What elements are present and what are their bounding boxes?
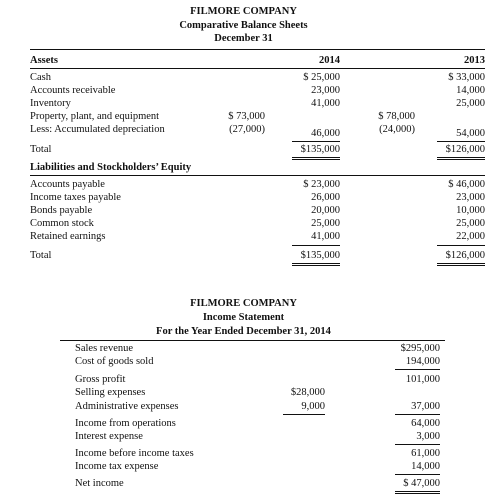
asset-row-2013: 54,000 xyxy=(456,128,485,139)
liability-row-2013: 25,000 xyxy=(456,218,485,229)
income-company-name: FILMORE COMPANY xyxy=(190,298,297,309)
liability-row-2013: 22,000 xyxy=(456,231,485,242)
income-row-value: 14,000 xyxy=(411,461,440,472)
liability-row-2014: 25,000 xyxy=(311,218,340,229)
income-row-value: 3,000 xyxy=(416,431,440,442)
income-sum-rule xyxy=(395,414,440,415)
asset-row-2014: 23,000 xyxy=(311,85,340,96)
liab-sum-rule-2013 xyxy=(437,245,485,246)
liability-row-2014: $ 23,000 xyxy=(303,179,340,190)
liabilities-header: Liabilities and Stockholders’ Equity xyxy=(30,162,192,173)
asset-row-label: Property, plant, and equipment xyxy=(30,111,160,122)
assets-sum-rule-2014 xyxy=(292,141,340,142)
balance-date: December 31 xyxy=(214,33,273,44)
liability-row-label: Income taxes payable xyxy=(30,192,121,203)
assets-total-2013: $126,000 xyxy=(445,144,485,155)
year-2014-header: 2014 xyxy=(319,55,340,66)
income-row-value: $295,000 xyxy=(400,343,440,354)
liability-row-2014: 20,000 xyxy=(311,205,340,216)
income-sum-rule xyxy=(395,474,440,475)
income-row-value: 61,000 xyxy=(411,448,440,459)
asset-row-2014: $ 25,000 xyxy=(303,72,340,83)
asset-row-sub-2013: $ 78,000 xyxy=(378,111,415,122)
liab-sum-rule-2014 xyxy=(292,245,340,246)
income-row-value: 37,000 xyxy=(411,401,440,412)
income-row-label: Sales revenue xyxy=(75,343,134,354)
liability-row-label: Accounts payable xyxy=(30,179,105,190)
asset-row-sub-2013: (24,000) xyxy=(379,124,415,135)
income-sum-rule xyxy=(395,369,440,370)
income-row-label: Administrative expenses xyxy=(75,401,179,412)
assets-total-label: Total xyxy=(30,144,52,155)
assets-total-double-rule-2014 xyxy=(292,157,340,160)
income-row-label: Cost of goods sold xyxy=(75,356,154,367)
assets-header-rule xyxy=(30,68,485,69)
income-header-rule xyxy=(60,340,445,341)
assets-total-2014: $135,000 xyxy=(300,144,340,155)
liability-row-2014: 41,000 xyxy=(311,231,340,242)
asset-row-label: Inventory xyxy=(30,98,71,109)
income-row-mid-value: 9,000 xyxy=(301,401,325,412)
asset-row-label: Accounts receivable xyxy=(30,85,116,96)
income-row-value: 194,000 xyxy=(405,356,440,367)
net-income-double-rule xyxy=(395,491,440,494)
asset-row-2013: 14,000 xyxy=(456,85,485,96)
liability-row-label: Common stock xyxy=(30,218,94,229)
income-row-mid-value: $28,000 xyxy=(290,387,325,398)
income-row-value: 101,000 xyxy=(405,374,440,385)
asset-row-sub-2014: (27,000) xyxy=(229,124,265,135)
income-row-value: 64,000 xyxy=(411,418,440,429)
income-row-label: Income from operations xyxy=(75,418,176,429)
header-rule xyxy=(30,49,485,50)
income-title: Income Statement xyxy=(202,312,285,323)
income-row-label: Income before income taxes xyxy=(75,448,194,459)
asset-row-sub-2014: $ 73,000 xyxy=(228,111,265,122)
net-income-value: $ 47,000 xyxy=(403,478,440,489)
liabilities-total-2014: $135,000 xyxy=(300,250,340,261)
net-income-label: Net income xyxy=(75,478,124,489)
liab-total-double-rule-2014 xyxy=(292,263,340,266)
asset-row-2013: 25,000 xyxy=(456,98,485,109)
income-row-label: Income tax expense xyxy=(75,461,159,472)
asset-row-label: Cash xyxy=(30,72,51,83)
asset-row-2014: 41,000 xyxy=(311,98,340,109)
balance-title: Comparative Balance Sheets xyxy=(179,20,308,31)
liabilities-header-rule xyxy=(30,175,485,176)
income-row-label: Selling expenses xyxy=(75,387,146,398)
asset-row-label: Less: Accumulated depreciation xyxy=(30,124,165,135)
balance-company-name: FILMORE COMPANY xyxy=(190,6,297,17)
income-row-label: Gross profit xyxy=(75,374,126,385)
liability-row-label: Retained earnings xyxy=(30,231,106,242)
liability-row-2013: 10,000 xyxy=(456,205,485,216)
liability-row-2013: 23,000 xyxy=(456,192,485,203)
assets-sum-rule-2013 xyxy=(437,141,485,142)
asset-row-2013: $ 33,000 xyxy=(448,72,485,83)
liability-row-2013: $ 46,000 xyxy=(448,179,485,190)
income-row-label: Interest expense xyxy=(75,431,143,442)
income-sum-rule xyxy=(395,444,440,445)
liability-row-label: Bonds payable xyxy=(30,205,93,216)
assets-total-double-rule-2013 xyxy=(437,157,485,160)
income-mid-sum-rule xyxy=(283,414,325,415)
income-period: For the Year Ended December 31, 2014 xyxy=(156,326,331,337)
liabilities-total-2013: $126,000 xyxy=(445,250,485,261)
asset-row-2014: 46,000 xyxy=(311,128,340,139)
assets-header: Assets xyxy=(30,55,58,66)
liability-row-2014: 26,000 xyxy=(311,192,340,203)
liabilities-total-label: Total xyxy=(30,250,52,261)
year-2013-header: 2013 xyxy=(464,55,485,66)
liab-total-double-rule-2013 xyxy=(437,263,485,266)
